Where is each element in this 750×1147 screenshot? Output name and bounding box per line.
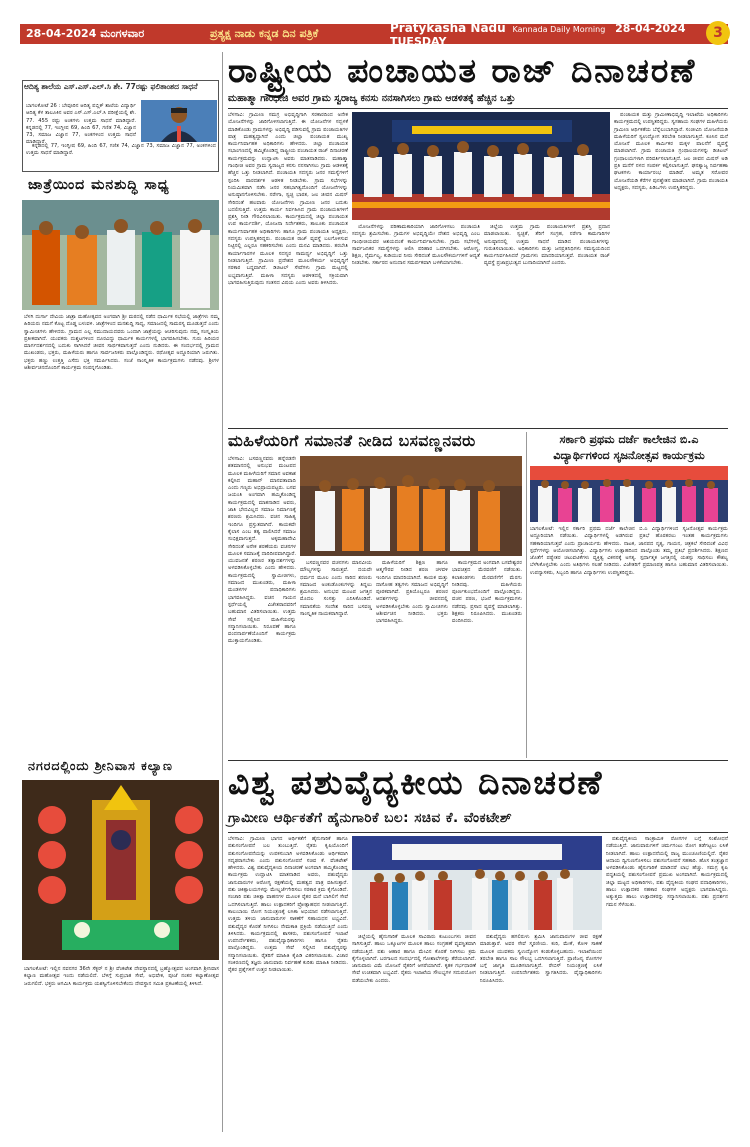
panchayat-col2: ಯೋಜನೆಗಳನ್ನು ಪರಿಣಾಮಕಾರಿಯಾಗಿ ಜಾರಿಗೊಳಿಸಲು ಪಂಚಾಯತಿ ಸದಸ್ಯರು ಶ್ರಮಿಸಬೇಕು. ಗ್ರಾಮಗಳ ಅಭಿವೃದ್ಧಿಯೇ ದೇಶದ ಅಭಿವೃದ್ಧಿ ಎಂಬ ಗಾಂಧೀಜಿಯವರ ಆಶಯದಂತೆ ಕಾರ್ಯನಿರ್ವಹಿಸಬೇಕು. ಗ್ರಾಮ ಸಭೆಗಳಲ್ಲಿ ಸಾರ್ವಜನಿಕರ ಸಮಸ್ಯೆಗಳನ್ನು ಆಲಿಸಿ ಪರಿಹಾರ ಒದಗಿಸಬೇಕು. ಆರೋಗ್ಯ, ಶಿಕ್ಷಣ, ನೈರ್ಮಲ್ಯ, ಕುಡಿಯುವ ನೀರು ಸೇರಿದಂತೆ ಮೂಲಸೌಕರ್ಯಗಳಿಗೆ ಆದ್ಯತೆ ನೀಡಬೇಕು. ಸರ್ಕಾರದ ಅನುದಾನ ಸಮರ್ಪಕವಾಗಿ ಬಳಕೆಯಾಗಬೇಕು. (352, 224, 480, 267)
page-number-badge: 3 (706, 21, 730, 45)
vet-col4: ಪಶುವೈದ್ಯಕೀಯ ಸಾಂಕ್ರಾಮಿಕ ರೋಗಗಳ ಬಗ್ಗೆ ಸಂಶೋಧನೆ ನಡೆಯುತ್ತಿದೆ. ಜಾನುವಾರುಗಳಿಗೆ ಚರ್ಮಗಂಟು ರೋಗ ತಡೆಗಟ್ಟಲು ಲಸಿಕೆ ನೀಡಲಾಗಿದೆ. ಹಾಲು ಉತ್ಪಾದನೆಯಲ್ಲಿ ರಾಜ್ಯ ಮುಂಚೂಣಿಯಲ್ಲಿದೆ. ರೈತರ ಆದಾಯ ದ್ವಿಗುಣಗೊಳಿಸಲು ಪಶುಸಂಗೋಪನೆ ಸಹಕಾರಿ. ಹೊಸ ತಂತ್ರಜ್ಞಾನ ಅಳವಡಿಸಿಕೊಂಡು ಹೈನುಗಾರಿಕೆ ಮಾಡಿದರೆ ಲಾಭ ಹೆಚ್ಚು. ಸಮಗ್ರ ಕೃಷಿ ಪದ್ಧತಿಯಲ್ಲಿ ಪಶುಸಂಗೋಪನೆ ಪ್ರಮುಖ ಅಂಗವಾಗಿದೆ. ಕಾರ್ಯಕ್ರಮದಲ್ಲಿ ಜಿಲ್ಲಾ ಮಟ್ಟದ ಅಧಿಕಾರಿಗಳು, ಪಶು ವೈದ್ಯಕೀಯ ಸಂಘದ ಪದಾಧಿಕಾರಿಗಳು, ಹಾಲು ಉತ್ಪಾದಕರ ಸಹಕಾರ ಸಂಘಗಳ ಅಧ್ಯಕ್ಷರು ಭಾಗವಹಿಸಿದ್ದರು. ಅತ್ಯುತ್ತಮ ಹಾಲು ಉತ್ಪಾದಕರನ್ನು ಸನ್ಮಾನಿಸಲಾಯಿತು. ಪಶು ಪ್ರದರ್ಶನ ಗಮನ ಸೆಳೆಯಿತು. (606, 836, 728, 908)
mahila-col1: ಬೆಳಗಾವಿ: ಬಸವಣ್ಣನವರು ಹನ್ನೆರಡನೇ ಶತಮಾನದಲ್ಲಿ ಅನುಭವ ಮಂಟಪದ ಮೂಲಕ ಮಹಿಳೆಯರಿಗೆ ಸಮಾನ ಅವಕಾಶ ಕಲ್ಪಿಸಿದ ಮಹಾನ್ ಮಾನವತಾವಾದಿ ಎಂದು ಗಣ್ಯರು ಅಭಿಪ್ರಾಯಪಟ್ಟರು. ಬಸವ ಜಯಂತಿ ಅಂಗವಾಗಿ ಹಮ್ಮಿಕೊಂಡಿದ್ದ ಕಾರ್ಯಕ್ರಮದಲ್ಲಿ ಮಾತನಾಡಿದ ಅವರು, ಜಾತಿ ಭೇದವಿಲ್ಲದ ಸಮಾಜ ನಿರ್ಮಾಣಕ್ಕೆ ಶರಣರು ಶ್ರಮಿಸಿದರು. ವಚನ ಸಾಹಿತ್ಯ ಇಂದಿಗೂ ಪ್ರಸ್ತುತವಾಗಿದೆ. ಕಾಯಕವೇ ಕೈಲಾಸ ಎಂಬ ತತ್ವ ಪಾಲಿಸಿದರೆ ಸಮಾಜ ಸುಭಿಕ್ಷವಾಗುತ್ತದೆ. ಅಕ್ಕಮಹಾದೇವಿ ಸೇರಿದಂತೆ ಅನೇಕ ಶರಣೆಯರು ವಚನಗಳ ಮೂಲಕ ಸಮಾಜಕ್ಕೆ ದಾರಿದೀಪವಾಗಿದ್ದಾರೆ. ಯುವಜನತೆ ಶರಣರ ತತ್ವಾದರ್ಶಗಳನ್ನು ಅಳವಡಿಸಿಕೊಳ್ಳಬೇಕು ಎಂದು ಹೇಳಿದರು. ಕಾರ್ಯಕ್ರಮದಲ್ಲಿ ಸ್ವಾಮೀಜಿಗಳು, ಸಮಾಜದ ಮುಖಂಡರು, ಮಹಿಳಾ ಮಂಡಳಗಳ ಪದಾಧಿಕಾರಿಗಳು ಭಾಗವಹಿಸಿದ್ದರು. ವಚನ ಗಾಯನ ಸ್ಪರ್ಧೆಯಲ್ಲಿ ವಿಜೇತರಾದವರಿಗೆ ಬಹುಮಾನ ವಿತರಿಸಲಾಯಿತು. ಉತ್ತಮ ಸೇವೆ ಸಲ್ಲಿಸಿದ ಮಹಿಳೆಯರನ್ನು ಸನ್ಮಾನಿಸಲಾಯಿತು. ನಿರೂಪಣೆ ಹಾಗೂ ವಂದನಾರ್ಪಣೆಯೊಂದಿಗೆ ಕಾರ್ಯಕ್ರಮ ಮುಕ್ತಾಯಗೊಂಡಿತು. (228, 456, 296, 645)
aditya-body-cont: ಕನ್ನಡದಲ್ಲಿ 77, ಇಂಗ್ಲೀಷ 69, ಹಿಂದಿ 67, ಗಣಿತ 74, ವಿಜ್ಞಾನ 73, ಸಮಾಜ ವಿಜ್ಞಾನ 77, ಅಂಕಗಳಿಂದ ಉತ್ತಮ ಸಾಧನೆ ಮಾಡಿದ್ದಾರೆ. (26, 143, 216, 157)
section-rule-1 (228, 428, 728, 429)
jatre-photo (22, 200, 219, 310)
masthead-tagline: Kannada Daily Morning (512, 24, 606, 34)
vet-col2: ಜಿಲ್ಲೆಯಲ್ಲಿ ಹೈನುಗಾರಿಕೆ ಮೂಲಕ ಸಾವಿರಾರು ಕುಟುಂಬಗಳು ಜೀವನ ಸಾಗಿಸುತ್ತಿವೆ. ಹಾಲು ಒಕ್ಕೂಟಗಳ ಮೂಲಕ ಹಾಲು ಸಂಗ್ರಹಣೆ ವ್ಯವಸ್ಥಿತವಾಗಿ ನಡೆಯುತ್ತಿದೆ. ಪಶು ಆಹಾರ ಹಾಗೂ ಮೇವಿನ ಕೊರತೆ ನೀಗಿಸಲು ಕ್ರಮ ಕೈಗೊಳ್ಳಲಾಗಿದೆ. ಬರಗಾಲದ ಸಂದರ್ಭದಲ್ಲಿ ಗೋಶಾಲೆಗಳನ್ನು ತೆರೆಯಲಾಗಿದೆ. ಜಾನುವಾರು ವಿಮೆ ಯೋಜನೆ ರೈತರಿಗೆ ಆಸರೆಯಾಗಿದೆ. ಕೃತಕ ಗರ್ಭಧಾರಣೆ ಸೇವೆ ಉಚಿತವಾಗಿ ಲಭ್ಯವಿದೆ. ರೈತರು ಇಲಾಖೆಯ ಸೌಲಭ್ಯಗಳ ಸದುಪಯೋಗ ಪಡೆಯಬೇಕು ಎಂದರು. (352, 934, 476, 984)
panchayat-headline: ರಾಷ್ಟ್ರೀಯ ಪಂಚಾಯತ ರಾಜ್ ದಿನಾಚರಣೆ (228, 51, 697, 90)
masthead-name: Pratykasha Nadu (390, 20, 506, 35)
column-divider-2 (526, 432, 527, 758)
vet-col1: ಬೆಳಗಾವಿ: ಗ್ರಾಮೀಣ ಭಾಗದ ಆರ್ಥಿಕತೆಗೆ ಹೈನುಗಾರಿಕೆ ಹಾಗೂ ಪಶುಸಂಗೋಪನೆ ಬಲ ತುಂಬುತ್ತಿದೆ. ರೈತರು ಕೃಷಿಯೊಂದಿಗೆ ಪಶುಸಂಗೋಪನೆಯನ್ನು ಉಪಕಸುಬಾಗಿ ಅಳವಡಿಸಿಕೊಂಡು ಆರ್ಥಿಕವಾಗಿ ಸದೃಢರಾಗಬೇಕು ಎಂದು ಪಶುಸಂಗೋಪನೆ ಸಚಿವ ಕೆ. ವೆಂಕಟೇಶ್ ಹೇಳಿದರು. ವಿಶ್ವ ಪಶುವೈದ್ಯಕೀಯ ದಿನಾಚರಣೆ ಅಂಗವಾಗಿ ಹಮ್ಮಿಕೊಂಡಿದ್ದ ಕಾರ್ಯಕ್ರಮ ಉದ್ಘಾಟಿಸಿ ಮಾತನಾಡಿದ ಅವರು, ಪಶುವೈದ್ಯರು ಜಾನುವಾರುಗಳ ಆರೋಗ್ಯ ರಕ್ಷಣೆಯಲ್ಲಿ ಮಹತ್ವದ ಪಾತ್ರ ವಹಿಸುತ್ತಾರೆ. ಪಶು ಚಿಕಿತ್ಸಾಲಯಗಳನ್ನು ಮೇಲ್ದರ್ಜೆಗೇರಿಸಲು ಸರಕಾರ ಕ್ರಮ ಕೈಗೊಂಡಿದೆ. ಸಂಚಾರಿ ಪಶು ಚಿಕಿತ್ಸಾ ವಾಹನಗಳ ಮೂಲಕ ರೈತರ ಮನೆ ಬಾಗಿಲಿಗೆ ಸೇವೆ ಒದಗಿಸಲಾಗುತ್ತಿದೆ. ಹಾಲು ಉತ್ಪಾದಕರಿಗೆ ಪ್ರೋತ್ಸಾಹಧನ ನೀಡಲಾಗುತ್ತಿದೆ. ಕಾಲುಬಾಯಿ ರೋಗ ನಿಯಂತ್ರಣಕ್ಕೆ ಲಸಿಕಾ ಅಭಿಯಾನ ನಡೆಸಲಾಗುತ್ತಿದೆ. ಉತ್ತಮ ತಳಿಯ ಜಾನುವಾರುಗಳ ಸಾಕಣೆಗೆ ಸಹಾಯಧನ ಲಭ್ಯವಿದೆ. ಪಶುವೈದ್ಯರ ಕೊರತೆ ನೀಗಿಸಲು ನೇಮಕಾತಿ ಪ್ರಕ್ರಿಯೆ ನಡೆಯುತ್ತಿದೆ ಎಂದು ತಿಳಿಸಿದರು. ಕಾರ್ಯಕ್ರಮದಲ್ಲಿ ಶಾಸಕರು, ಪಶುಸಂಗೋಪನೆ ಇಲಾಖೆ ಉಪನಿರ್ದೇಶಕರು, ಪಶುವೈದ್ಯಾಧಿಕಾರಿಗಳು ಹಾಗೂ ರೈತರು ಪಾಲ್ಗೊಂಡಿದ್ದರು. ಉತ್ತಮ ಸೇವೆ ಸಲ್ಲಿಸಿದ ಪಶುವೈದ್ಯರನ್ನು ಸನ್ಮಾನಿಸಲಾಯಿತು. ರೈತರಿಗೆ ಮಾಹಿತಿ ಕೈಪಿಡಿ ವಿತರಿಸಲಾಯಿತು. ವಿಚಾರ ಸಂಕಿರಣದಲ್ಲಿ ತಜ್ಞರು ಜಾನುವಾರು ನಿರ್ವಹಣೆ ಕುರಿತು ಮಾಹಿತಿ ನೀಡಿದರು. ರೈತರ ಪ್ರಶ್ನೆಗಳಿಗೆ ಉತ್ತರ ನೀಡಲಾಯಿತು. (228, 836, 348, 974)
kalyana-body: ಬಾಗಲಕೋಟೆ: ಇಲ್ಲಿನ ನವನಗರ 36ನೇ ಸೆಕ್ಟರ್ ನ ಶ್ರೀ ವೆಂಕಟೇಶ ದೇವಸ್ಥಾನದಲ್ಲಿ ಬ್ರಹ್ಮೋತ್ಸವದ ಅಂಗವಾಗಿ ಶ್ರೀನಿವಾಸ ಕಲ್ಯಾಣ ಮಹೋತ್ಸವ ಇಂದು ನಡೆಯಲಿದೆ. ಬೆಳಿಗ್ಗೆ ಸುಪ್ರಭಾತ ಸೇವೆ, ಅಭಿಷೇಕ, ಪೂಜೆ ನಂತರ ಕಲ್ಯಾಣೋತ್ಸವ ಜರುಗಲಿದೆ. ಭಕ್ತರು ಆಗಮಿಸಿ ಕಾರ್ಯಕ್ರಮ ಯಶಸ್ವಿಗೊಳಿಸಬೇಕೆಂದು ದೇವಸ್ಥಾನ ಸಮಿತಿ ಪ್ರಕಟಣೆಯಲ್ಲಿ ತಿಳಿಸಿದೆ. (24, 966, 219, 987)
college-photo-svg (530, 466, 728, 522)
panchayat-rule (228, 108, 728, 109)
mahila-col4: ಕಾರ್ಯಕ್ರಮದ ಅಂಗವಾಗಿ ಬಸವೇಶ್ವರರ ಭಾವಚಿತ್ರದ ಮೆರವಣಿಗೆ ನಡೆಯಿತು. ಕಲಾತಂಡಗಳು ಮೆರವಣಿಗೆಗೆ ಮೆರಗು ನೀಡಿದವು. ಮಹಿಳೆಯರು ಪೂರ್ಣಕುಂಭದೊಂದಿಗೆ ಪಾಲ್ಗೊಂಡಿದ್ದರು. ವಚನ ಪಠಣ, ಭಜನೆ ಕಾರ್ಯಕ್ರಮಗಳು ನಡೆದವು. ಪ್ರಸಾದ ವ್ಯವಸ್ಥೆ ಮಾಡಲಾಗಿತ್ತು. ಶಿಕ್ಷಕರು ನಿರೂಪಿಸಿದರು. ಮುಖಂಡರು ವಂದಿಸಿದರು. (452, 560, 522, 625)
college-headline-line2: ವಿದ್ಯಾರ್ಥಿಗಳಿಂದ ಸೃಜನೋತ್ಸವ ಕಾರ್ಯಕ್ರಮ (553, 449, 705, 462)
college-body: ಬಾಗಲಕೋಟೆ: ಇಲ್ಲಿನ ಸರ್ಕಾರಿ ಪ್ರಥಮ ದರ್ಜೆ ಕಾಲೇಜಿನ ಬಿ.ಎ ವಿದ್ಯಾರ್ಥಿಗಳಿಂದ ಸೃಜನೋತ್ಸವ ಕಾರ್ಯಕ್ರಮ ಅದ್ದೂರಿಯಾಗಿ ನಡೆಯಿತು. ವಿದ್ಯಾರ್ಥಿಗಳಲ್ಲಿ ಅಡಗಿರುವ ಪ್ರತಿಭೆ ಹೊರತರಲು ಇಂತಹ ಕಾರ್ಯಕ್ರಮಗಳು ಸಹಕಾರಿಯಾಗುತ್ತವೆ ಎಂದು ಪ್ರಾಚಾರ್ಯರು ಹೇಳಿದರು. ನಾಟಕ, ಜಾನಪದ ನೃತ್ಯ, ಗಾಯನ, ಚಿತ್ರಕಲೆ ಸೇರಿದಂತೆ ವಿವಿಧ ಸ್ಪರ್ಧೆಗಳನ್ನು ಆಯೋಜಿಸಲಾಗಿತ್ತು. ವಿದ್ಯಾರ್ಥಿಗಳು ಉತ್ಸಾಹದಿಂದ ಪಾಲ್ಗೊಂಡು ತಮ್ಮ ಪ್ರತಿಭೆ ಪ್ರದರ್ಶಿಸಿದರು. ಶಿಕ್ಷಣದ ಜೊತೆಗೆ ಪಠ್ಯೇತರ ಚಟುವಟಿಕೆಗಳು ವ್ಯಕ್ತಿತ್ವ ವಿಕಸನಕ್ಕೆ ಅಗತ್ಯ. ಸ್ಪರ್ಧಾತ್ಮಕ ಜಗತ್ತಿನಲ್ಲಿ ಯಶಸ್ಸು ಸಾಧಿಸಲು ಕೌಶಲ್ಯ ಬೆಳೆಸಿಕೊಳ್ಳಬೇಕು ಎಂದು ಅತಿಥಿಗಳು ಸಲಹೆ ನೀಡಿದರು. ವಿಜೇತರಿಗೆ ಪ್ರಮಾಣಪತ್ರ ಹಾಗೂ ಬಹುಮಾನ ವಿತರಿಸಲಾಯಿತು. ಉಪನ್ಯಾಸಕರು, ಸಿಬ್ಬಂದಿ ಹಾಗೂ ವಿದ್ಯಾರ್ಥಿಗಳು ಉಪಸ್ಥಿತರಿದ್ದರು. (530, 526, 728, 576)
jatre-photo-svg (22, 200, 219, 310)
panchayat-col4: ಪಂಚಾಯತ ಮತ್ತು ಗ್ರಾಮೀಣಾಭಿವೃದ್ಧಿ ಇಲಾಖೆಯ ಅಧಿಕಾರಿಗಳು ಕಾರ್ಯಕ್ರಮದಲ್ಲಿ ಉಪಸ್ಥಿತರಿದ್ದರು. ಸ್ವಸಹಾಯ ಸಂಘಗಳ ಮಹಿಳೆಯರು ಗ್ರಾಮೀಣ ಆರ್ಥಿಕತೆಯ ಬೆನ್ನೆಲುಬಾಗಿದ್ದಾರೆ. ಸಂಜೀವಿನಿ ಯೋಜನೆಯಡಿ ಮಹಿಳೆಯರಿಗೆ ಸ್ವಉದ್ಯೋಗ ತರಬೇತಿ ನೀಡಲಾಗುತ್ತಿದೆ. ಕೂಸಿನ ಮನೆ ಯೋಜನೆ ಮೂಲಕ ಕಾರ್ಮಿಕರ ಮಕ್ಕಳ ಪಾಲನೆಗೆ ವ್ಯವಸ್ಥೆ ಮಾಡಲಾಗಿದೆ. ಗ್ರಾಮ ಪಂಚಾಯತಿ ಗ್ರಂಥಾಲಯಗಳನ್ನು ಡಿಜಿಟಲ್ ಗ್ರಂಥಾಲಯಗಳಾಗಿ ಪರಿವರ್ತಿಸಲಾಗುತ್ತಿದೆ. ಜಲ ಜೀವನ ಮಿಷನ್ ಅಡಿ ಪ್ರತಿ ಮನೆಗೆ ನಳದ ಸಂಪರ್ಕ ಕಲ್ಪಿಸಲಾಗುತ್ತಿದೆ. ಘನತ್ಯಾಜ್ಯ ನಿರ್ವಹಣಾ ಘಟಕಗಳು ಕಾರ್ಯಾರಂಭ ಮಾಡಿವೆ. ಅಮೃತ ಸರೋವರ ಯೋಜನೆಯಡಿ ಕೆರೆಗಳ ಪುನಶ್ಚೇತನ ಮಾಡಲಾಗಿದೆ. ಗ್ರಾಮ ಪಂಚಾಯತಿ ಅಧ್ಯಕ್ಷರು, ಸದಸ್ಯರು, ಪಿಡಿಒಗಳು ಉಪಸ್ಥಿತರಿದ್ದರು. (614, 112, 728, 191)
mahila-col3: ಮಹಿಳೆಯರಿಗೆ ಶಿಕ್ಷಣ ಹಾಗೂ ಆತ್ಮಗೌರವ ನೀಡಿದ ಶರಣ ಚಳವಳಿ ಇಂದಿಗೂ ಮಾದರಿಯಾಗಿದೆ. ಕಾಯಕ ಮತ್ತು ದಾಸೋಹ ತತ್ವಗಳು ಸಮಾಜದ ಅಭಿವೃದ್ಧಿಗೆ ಪೂರಕವಾಗಿವೆ. ಪ್ರತಿಯೊಬ್ಬರೂ ಶರಣರ ಆದರ್ಶಗಳನ್ನು ಜೀವನದಲ್ಲಿ ಅಳವಡಿಸಿಕೊಳ್ಳಬೇಕು ಎಂದು ಸ್ವಾಮೀಜಿಗಳು ಆಶೀರ್ವಚನ ನೀಡಿದರು. ಭಕ್ತರು ಭಾಗವಹಿಸಿದ್ದರು. (376, 560, 448, 625)
mahila-photo (300, 456, 522, 556)
column-divider (222, 52, 223, 1132)
jatre-body: ಬೆಳಗಿ ದುರ್ಗಾ ದೇವಿಯ ಜಾತ್ರಾ ಮಹೋತ್ಸವದ ಅಂಗವಾಗಿ ಶ್ರೀ ಮಠದಲ್ಲಿ ನಡೆದ ಧಾರ್ಮಿಕ ಸಭೆಯಲ್ಲಿ ಜಾತ್ರೆಗಳು ನಮ್ಮ ಹಿರಿಯರು ನಮಗೆ ಕೊಟ್ಟ ದೊಡ್ಡ ಬಳುವಳಿ. ಜಾತ್ರೆಗಳಿಂದ ಮನಶುದ್ಧಿ ಸಾಧ್ಯ, ಸಮಾಜದಲ್ಲಿ ಸಾಮರಸ್ಯ ಮೂಡುತ್ತದೆ ಎಂದು ಸ್ವಾಮೀಜಿಗಳು ಹೇಳಿದರು. ಗ್ರಾಮದ ಎಲ್ಲ ಸಮುದಾಯದವರು ಒಂದಾಗಿ ಜಾತ್ರೆಯನ್ನು ಆಚರಿಸುವುದು ನಮ್ಮ ಸಂಸ್ಕೃತಿಯ ಪ್ರತೀಕವಾಗಿದೆ. ಯುವಕರು ದುಶ್ಚಟಗಳಿಂದ ದೂರವಿದ್ದು ಧಾರ್ಮಿಕ ಕಾರ್ಯಗಳಲ್ಲಿ ಭಾಗವಹಿಸಬೇಕು. ಗುರು ಹಿರಿಯರ ಮಾರ್ಗದರ್ಶನದಲ್ಲಿ ಬದುಕು ಸಾಗಿಸಿದರೆ ಜೀವನ ಸಾರ್ಥಕವಾಗುತ್ತದೆ ಎಂದು ನುಡಿದರು. ಈ ಸಂದರ್ಭದಲ್ಲಿ ಗ್ರಾಮದ ಮುಖಂಡರು, ಭಕ್ತರು, ಮಹಿಳೆಯರು ಹಾಗೂ ಸಾರ್ವಜನಿಕರು ಪಾಲ್ಗೊಂಡಿದ್ದರು. ರಥೋತ್ಸವ ಅದ್ದೂರಿಯಾಗಿ ಜರುಗಿತು. ಭಕ್ತರು ಹಣ್ಣು ಉತ್ತತ್ತಿ ಎಸೆದು ಭಕ್ತಿ ಸಮರ್ಪಿಸಿದರು. ಸಂಜೆ ಸಾಂಸ್ಕೃತಿಕ ಕಾರ್ಯಕ್ರಮಗಳು ನಡೆದವು. ಶ್ರೀಗಳ ಆಶೀರ್ವಚನದೊಂದಿಗೆ ಕಾರ್ಯಕ್ರಮ ಸಂಪನ್ನಗೊಂಡಿತು. (24, 314, 219, 372)
masthead (20, 20, 728, 48)
jatre-headline: ಜಾತ್ರೆಯಿಂದ ಮನಶುದ್ಧಿ ಸಾಧ್ಯ (28, 177, 170, 193)
vet-photo-svg (352, 836, 602, 930)
panchayat-col3: ಜಿಲ್ಲೆಯ ಉತ್ತಮ ಗ್ರಾಮ ಪಂಚಾಯತಿಗಳಿಗೆ ಪ್ರಶಸ್ತಿ ಪ್ರದಾನ ಮಾಡಲಾಯಿತು. ಸ್ವಚ್ಛತೆ, ತೆರಿಗೆ ಸಂಗ್ರಹ, ನರೇಗಾ ಕಾಮಗಾರಿಗಳ ಅನುಷ್ಠಾನದಲ್ಲಿ ಉತ್ತಮ ಸಾಧನೆ ಮಾಡಿದ ಪಂಚಾಯತಿಗಳನ್ನು ಗುರುತಿಸಲಾಯಿತು. ಅಧಿಕಾರಿಗಳು ಮತ್ತು ಜನಪ್ರತಿನಿಧಿಗಳು ಸಮನ್ವಯದಿಂದ ಕಾರ್ಯನಿರ್ವಹಿಸಿದರೆ ಗ್ರಾಮಗಳು ಮಾದರಿಯಾಗುತ್ತವೆ. ಪಂಚಾಯತ ರಾಜ್ ವ್ಯವಸ್ಥೆ ಪ್ರಜಾಪ್ರಭುತ್ವದ ಬುನಾದಿಯಾಗಿದೆ ಎಂದರು. (484, 224, 610, 267)
masthead-subtitle: ಪ್ರತ್ಯಕ್ಷ ನಾಡು ಕನ್ನಡ ದಿನ ಪತ್ರಿಕೆ (210, 27, 319, 40)
vet-rule (228, 832, 728, 833)
kalyana-photo (22, 780, 219, 960)
panchayat-photo (352, 112, 610, 220)
aditya-title: ಆದಿತ್ಯ ಶಾಲೆಯ ಎಸ್.ಎಸ್.ಎಲ್.ಸಿ ಶೇ. 77ರಷ್ಟು ಫಲಿತಾಂಶದ ಸಾಧನೆ (24, 82, 198, 91)
masthead-date: 28-04-2024 ಮಂಗಳವಾರ (26, 27, 145, 40)
college-headline-line1: ಸರ್ಕಾರಿ ಪ್ರಥಮ ದರ್ಜೆ ಕಾಲೇಜಿನ ಬಿ.ಎ (559, 433, 699, 446)
section-rule-2 (228, 760, 728, 761)
panchayat-photo-svg (352, 112, 610, 220)
panchayat-col1: ಬೆಳಗಾವಿ: ಗ್ರಾಮೀಣ ಸಮಗ್ರ ಅಭಿವೃದ್ಧಿಗಾಗಿ ಸರಕಾರದಿಂದ ಅನೇಕ ಯೋಜನೆಗಳನ್ನು ಜಾರಿಗೊಳಿಸಲಾಗುತ್ತಿದೆ. ಈ ಯೋಜನೆಗಳ ಸದ್ಬಳಕೆ ಮಾಡಿಕೊಂಡು ಗ್ರಾಮಗಳನ್ನು ಅಭಿವೃದ್ಧಿ ಪಡಿಸುವಲ್ಲಿ ಗ್ರಾಮ ಪಂಚಾಯತಿಗಳ ಪಾತ್ರ ಮಹತ್ವದ್ದಾಗಿದೆ ಎಂದು ಜಿಲ್ಲಾ ಪಂಚಾಯತ ಮುಖ್ಯ ಕಾರ್ಯನಿರ್ವಾಹಕ ಅಧಿಕಾರಿಗಳು ಹೇಳಿದರು. ಜಿಲ್ಲಾ ಪಂಚಾಯತ ಸಭಾಂಗಣದಲ್ಲಿ ಹಮ್ಮಿಕೊಂಡಿದ್ದ ರಾಷ್ಟ್ರೀಯ ಪಂಚಾಯತ ರಾಜ್ ದಿನಾಚರಣೆ ಕಾರ್ಯಕ್ರಮವನ್ನು ಉದ್ಘಾಟಿಸಿ ಅವರು ಮಾತನಾಡಿದರು. ಮಹಾತ್ಮಾ ಗಾಂಧೀಜಿ ಅವರ ಗ್ರಾಮ ಸ್ವರಾಜ್ಯದ ಕನಸು ನನಸಾಗಿಸಲು ಗ್ರಾಮ ಆಡಳಿತಕ್ಕೆ ಹೆಚ್ಚಿನ ಒತ್ತು ನೀಡಲಾಗಿದೆ. ಪಂಚಾಯತಿ ಸದಸ್ಯರು ಜನರ ಸಮಸ್ಯೆಗಳಿಗೆ ಸ್ಪಂದಿಸಿ ಪಾರದರ್ಶಕ ಆಡಳಿತ ನೀಡಬೇಕು. ಗ್ರಾಮ ಸಭೆಗಳನ್ನು ನಿಯಮಿತವಾಗಿ ನಡೆಸಿ ಜನರ ಸಹಭಾಗಿತ್ವದೊಂದಿಗೆ ಯೋಜನೆಗಳನ್ನು ಅನುಷ್ಠಾನಗೊಳಿಸಬೇಕು. ನರೇಗಾ, ಸ್ವಚ್ಛ ಭಾರತ, ಜಲ ಜೀವನ ಮಿಷನ್ ಸೇರಿದಂತೆ ಹಲವಾರು ಯೋಜನೆಗಳು ಗ್ರಾಮೀಣ ಜನರ ಬದುಕು ಬದಲಿಸುತ್ತಿವೆ. ಉತ್ತಮ ಕಾರ್ಯ ನಿರ್ವಹಿಸಿದ ಗ್ರಾಮ ಪಂಚಾಯತಿಗಳಿಗೆ ಪ್ರಶಸ್ತಿ ನೀಡಿ ಗೌರವಿಸಲಾಯಿತು. ಕಾರ್ಯಕ್ರಮದಲ್ಲಿ ಜಿಲ್ಲಾ ಪಂಚಾಯತ ಉಪ ಕಾರ್ಯದರ್ಶಿ, ಯೋಜನಾ ನಿರ್ದೇಶಕರು, ತಾಲೂಕು ಪಂಚಾಯತ ಕಾರ್ಯನಿರ್ವಾಹಕ ಅಧಿಕಾರಿಗಳು ಹಾಗೂ ಗ್ರಾಮ ಪಂಚಾಯತಿ ಅಧ್ಯಕ್ಷರು, ಸದಸ್ಯರು ಉಪಸ್ಥಿತರಿದ್ದರು. ಪಂಚಾಯತ ರಾಜ್ ವ್ಯವಸ್ಥೆ ಬಲಗೊಳಿಸುವ ನಿಟ್ಟಿನಲ್ಲಿ ಎಲ್ಲರೂ ಸಹಕರಿಸಬೇಕು ಎಂದು ಮನವಿ ಮಾಡಿದರು. ತರಬೇತಿ ಕಾರ್ಯಾಗಾರಗಳ ಮೂಲಕ ಸದಸ್ಯರ ಸಾಮರ್ಥ್ಯ ಅಭಿವೃದ್ಧಿಗೆ ಒತ್ತು ನೀಡಲಾಗುತ್ತಿದೆ. ಗ್ರಾಮೀಣ ಪ್ರದೇಶದ ಮೂಲಸೌಕರ್ಯ ಅಭಿವೃದ್ಧಿಗೆ ಸರಕಾರ ಬದ್ಧವಾಗಿದೆ. ಡಿಜಿಟಲ್ ಸೇವೆಗಳು ಗ್ರಾಮ ಮಟ್ಟದಲ್ಲಿ ಲಭ್ಯವಾಗುತ್ತಿವೆ. ಮಹಿಳಾ ಸದಸ್ಯರು ಆಡಳಿತದಲ್ಲಿ ಸಕ್ರಿಯವಾಗಿ ಭಾಗವಹಿಸುತ್ತಿರುವುದು ಸಂತಸದ ವಿಷಯ ಎಂದು ಅವರು ತಿಳಿಸಿದರು. (228, 112, 348, 286)
vet-headline: ವಿಶ್ವ ಪಶುವೈದ್ಯಕೀಯ ದಿನಾಚರಣೆ (228, 763, 604, 802)
aditya-body: ಬಾಗಲಕೋಟೆ 26 : ಬೇವೂರಿನ ಆದಿತ್ಯ ಪಬ್ಲಿಕ್ ಶಾಲೆಯ ವಿದ್ಯಾರ್ಥಿ ಆದಿತ್ಯ ಕೆಳ ತಾಲೂಕಿನ ಅವರ ಎಸ್.ಎಸ್.ಎಲ್.ಸಿ ಪರೀಕ್ಷೆಯಲ್ಲಿ ಶೇ. 77. 455 ರಷ್ಟು ಅಂಕಗಳು ಉತ್ತಮ ಸಾಧನೆ ಮಾಡಿದ್ದಾರೆ. ಕನ್ನಡದಲ್ಲಿ 77, ಇಂಗ್ಲೀಷ 69, ಹಿಂದಿ 67, ಗಣಿತ 74, ವಿಜ್ಞಾನ 73, ಸಮಾಜ ವಿಜ್ಞಾನ 77, ಅಂಕಗಳಿಂದ ಉತ್ತಮ ಸಾಧನೆ ಮಾಡಿದ್ದಾರೆ. (26, 103, 136, 146)
student-photo (141, 100, 217, 142)
college-photo (530, 466, 728, 522)
masthead-date-en: 28-04-2024 TUESDAY (390, 21, 686, 48)
mahila-headline: ಮಹಿಳೆಯರಿಗೆ ಸಮಾನತೆ ನೀಡಿದ ಬಸವಣ್ಣನವರು (228, 432, 476, 450)
kalyana-photo-svg (22, 780, 219, 960)
vet-photo (352, 836, 602, 930)
panchayat-subhead: ಮಹಾತ್ಮಾ ಗಾಂಧೀಜಿ ಅವರ ಗ್ರಾಮ ಸ್ವರಾಜ್ಯ ಕನಸು ನನಸಾಗಿಸಲು ಗ್ರಾಮ ಆಡಳಿತಕ್ಕೆ ಹೆಚ್ಚಿನ ಒತ್ತು (228, 93, 516, 104)
kalyana-headline: ನಗರದಲ್ಲಿಂದು ಶ್ರೀನಿವಾಸ ಕಲ್ಯಾಣ (28, 758, 173, 773)
mahila-photo-svg (300, 456, 522, 556)
vet-subhead: ಗ್ರಾಮೀಣ ಆರ್ಥಿಕತೆಗೆ ಹೈನುಗಾರಿಕೆ ಬಲ: ಸಚಿವ ಕೆ. ವೆಂಕಟೇಶ್ (228, 810, 513, 826)
mahila-col2: ಬಸವಣ್ಣನವರ ವಚನಗಳು ಮಾನವೀಯ ಮೌಲ್ಯಗಳನ್ನು ಸಾರುತ್ತವೆ. ದಯವೇ ಧರ್ಮದ ಮೂಲ ಎಂದು ಸಾರಿದ ಶರಣರು ಸಮಾಜದ ಅಂಕುಡೊಂಕುಗಳನ್ನು ತಿದ್ದಲು ಶ್ರಮಿಸಿದರು. ಅನುಭವ ಮಂಟಪ ಜಗತ್ತಿನ ಮೊದಲ ಸಂಸತ್ತು ಎನಿಸಿಕೊಂಡಿದೆ. ಸಮಾನತೆಯ ಸಂದೇಶ ಸಾರಿದ ಬಸವಣ್ಣ ಸಾಂಸ್ಕೃತಿಕ ನಾಯಕರಾಗಿದ್ದಾರೆ. (300, 560, 372, 618)
vet-col3: ಪಶುವೈದ್ಯರು ಹಗಲಿರುಳು ಶ್ರಮಿಸಿ ಜಾನುವಾರುಗಳ ಜೀವ ರಕ್ಷಣೆ ಮಾಡುತ್ತಾರೆ. ಅವರ ಸೇವೆ ಸ್ಮರಣೀಯ. ಕುರಿ, ಮೇಕೆ, ಕೋಳಿ ಸಾಕಣೆ ಮೂಲಕ ಯುವಕರು ಸ್ವಉದ್ಯೋಗ ಕಂಡುಕೊಳ್ಳಬಹುದು. ಇಲಾಖೆಯಿಂದ ತರಬೇತಿ ಹಾಗೂ ಸಾಲ ಸೌಲಭ್ಯ ಒದಗಿಸಲಾಗುತ್ತಿದೆ. ಪ್ರಾಣಿಜನ್ಯ ರೋಗಗಳ ಬಗ್ಗೆ ಜಾಗೃತಿ ಮೂಡಿಸಲಾಗುತ್ತಿದೆ. ರೇಬಿಸ್ ನಿಯಂತ್ರಣಕ್ಕೆ ಲಸಿಕೆ ನೀಡಲಾಗುತ್ತಿದೆ. ಉಪನಿರ್ದೇಶಕರು ಸ್ವಾಗತಿಸಿದರು. ವೈದ್ಯಾಧಿಕಾರಿಗಳು ನಿರೂಪಿಸಿದರು. (480, 934, 602, 984)
student-photo-svg (141, 100, 217, 142)
